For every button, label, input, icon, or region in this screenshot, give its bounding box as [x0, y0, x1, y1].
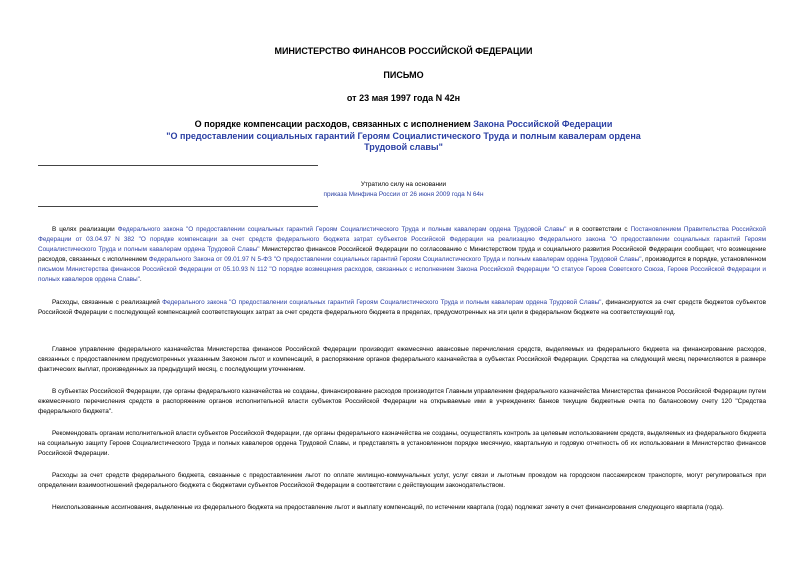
p2-text-c: , финансируются за счет средств бюджетов субъектов Российской Федерации с последующей компенсацией соответствующих затрат за счет средств федерального бюджета в пределах, предусмотренных на эти цели в федеральном бюджете на соответствующий год. — [38, 299, 766, 316]
lost-force-text: Утратило силу на основании — [360, 181, 447, 188]
p1-minfin-letter-link[interactable]: письмом Министерства финансов Российской Федерации от 05.10.93 N 112 "О порядке возмещения расходов, связанных с исполнением Закона Российской Федерации "О статусе Героев Советского Союза, Героев Российской Федерации и полных кавалеров ордена Славы" — [38, 266, 766, 283]
doc-type-heading: ПИСЬМО — [383, 70, 424, 80]
paragraph-5: Рекомендовать органам исполнительной власти субъектов Российской Федерации, где органы федерального казначейства не созданы, осуществлять контроль за целевым использованием средств, выделяемых из федерального бюджета на социальную защиту Героев Социалистического Труда и полных кавалеров ордена Трудовой Славы, и представлять в установленном порядке месячную, квартальную и годовую отчетность об их использовании в Министерство финансов Российской Федерации. — [38, 430, 766, 457]
p1-federal-law-link[interactable]: Федерального закона "О предоставлении социальных гарантий Героям Социалистического Труда и полным кавалерам ордена Трудовой Славы" — [117, 226, 567, 233]
p1-text-e: Министерство финансов Российской Федерации по согласованию с Министерством труда и социального развития Российской Федерации сообщает, что возмещение расходов, связанных с исполнением — [38, 246, 766, 263]
p2-federal-law-link[interactable]: Федерального закона "О предоставлении социальных гарантий Героям Социалистического Труда и полным кавалерам ордена Трудовой Славы" — [162, 299, 602, 306]
paragraph-2 — [38, 298, 766, 318]
p1-text-a: В целях реализации — [52, 226, 118, 233]
p1-federal-law-5fz-link[interactable]: Федерального Закона от 09.01.97 N 5-ФЗ "О предоставлении социальных гарантий Героям Социалистического Труда и полным кавалерам ордена Трудовой Славы" — [148, 256, 642, 263]
date-number-heading: от 23 мая 1997 года N 42н — [346, 93, 461, 103]
paragraph-4: В субъектах Российской Федерации, где органы федерального казначейства не созданы, финансирование расходов производится Главным управлением федерального казначейства Министерства финансов Российской Федерации путем ежемесячного перечисления средств в распоряжение органов исполнительной власти субъектов Российской Федерации на открываемые ими в учреждениях банков текущие бюджетные счета по балансовому счету 120 "Средства федерального бюджета". — [38, 388, 766, 415]
p2-text-a: Расходы, связанные с реализацией — [52, 299, 163, 306]
law-name-link[interactable]: "О предоставлении социальных гарантий Героям Социалистического Труда и полным кавалерам ордена Трудовой славы" — [166, 130, 641, 152]
p1-text-c: и в соответствии с — [566, 226, 631, 233]
lost-force-note — [150, 180, 657, 200]
paragraph-7: Неиспользованные ассигнования, выделенные из федерального бюджета на предоставление льгот и выплату компенсаций, по истечении квартала (года) подлежат зачету в счет финансирования следующего квартала (года). — [52, 504, 724, 511]
divider-top — [38, 165, 318, 166]
document-title — [150, 119, 657, 154]
law-link[interactable]: Закона Российской Федерации — [473, 119, 613, 129]
paragraph-3: Главное управление федерального казначейства Министерства финансов Российской Федерации производит ежемесячно авансовые перечисления средств, выделяемых из федерального бюджета на финансирование расходов, связанных с предоставлением предусмотренных указанным Законом льгот и компенсаций, в распоряжение органов федерального казначейства в субъектах Российской Федерации. Средства на следующий месяц перечисляются в размере фактических выплат, произведенных за предыдущий месяц, с последующим уточнением. — [38, 346, 766, 373]
title-prefix: О порядке компенсации расходов, связанных с исполнением — [194, 119, 474, 129]
paragraph-1 — [38, 225, 766, 285]
ministry-heading: МИНИСТЕРСТВО ФИНАНСОВ РОССИЙСКОЙ ФЕДЕРАЦИИ — [274, 46, 533, 56]
p1-government-decree-link[interactable]: Постановлением Правительства Российской Федерации от 03.04.97 N 382 "О порядке компенсации за счет средств федерального бюджета затрат субъектов Российской Федерации на реализацию Федерального закона "О предоставлении социальных гарантий Героям Социалистического Труда и полным кавалерам ордена Трудовой Славы" — [38, 226, 766, 253]
lost-force-link[interactable]: приказа Минфина России от 26 июня 2009 года N 64н — [323, 191, 484, 198]
p1-text-g: , производится в порядке, установленном — [641, 256, 766, 263]
p1-text-i: . — [139, 276, 142, 283]
divider-bottom — [38, 206, 318, 207]
paragraph-6: Расходы за счет средств федерального бюджета, связанные с предоставлением льгот по оплате жилищно-коммунальных услуг, услуг связи и льготным проездом на городском пассажирском транспорте, могут регулироваться при определении взаимоотношений федерального бюджета с бюджетами субъектов Российской Федерации в соответствии с действующим законодательством. — [38, 472, 766, 489]
